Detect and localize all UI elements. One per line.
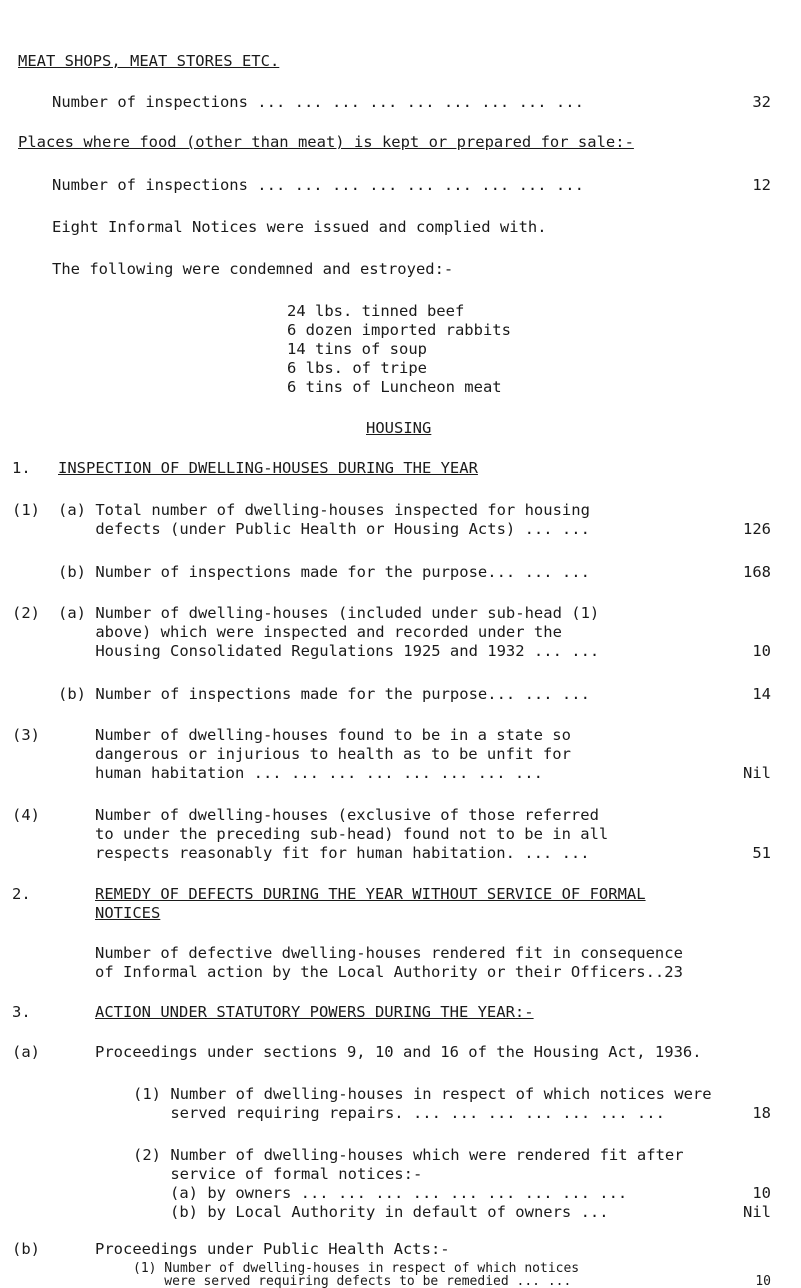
subhead-3a-title: Proceedings under sections 9, 10 and 16 of the Housing Act, 1936. [95,1043,702,1061]
food-inspections-label: Number of inspections ... ... ... ... ... ... ... ... ... [52,176,584,194]
item-3a2b-line: (b) by Local Authority in default of owners ... [170,1203,609,1221]
subhead-3-line: Number of dwelling-houses found to be in a state so [95,726,571,744]
food-heading: Places where food (other than meat) is kept or prepared for sale:- [18,133,634,151]
item-3a1-line: served requiring repairs. ... ... ... ... ... ... ... [133,1104,665,1122]
informal-notices-text: Eight Informal Notices were issued and complied with. [52,218,547,236]
condemned-item: 24 lbs. tinned beef [287,302,465,320]
subhead-1b-value: 168 [743,563,771,581]
item-3a2b-value: Nil [743,1203,771,1221]
subhead-3-value: Nil [743,764,771,782]
subhead-2b-value: 14 [752,685,771,703]
section-3-title: ACTION UNDER STATUTORY POWERS DURING THE YEAR:- [95,1003,534,1021]
subhead-2a-line: (a) Number of dwelling-houses (included under sub-head (1) [58,604,600,622]
subhead-1-number: (1) [12,501,40,519]
condemned-item: 6 tins of Luncheon meat [287,378,502,396]
item-3a2-line: (2) Number of dwelling-houses which were rendered fit after [133,1146,684,1164]
subhead-4-line: to under the preceding sub-head) found not to be in all [95,825,609,843]
subhead-2a-line: Housing Consolidated Regulations 1925 and 1932 ... ... [58,642,600,660]
subhead-2a-line: above) which were inspected and recorded under the [58,623,562,641]
subhead-1b-line: (b) Number of inspections made for the purpose... ... ... [58,563,590,581]
item-3a2a-line: (a) by owners ... ... ... ... ... ... ... ... ... [170,1184,628,1202]
subhead-1a-line: defects (under Public Health or Housing Acts) ... ... [58,520,590,538]
item-3b1-value: 10 [755,1274,771,1288]
subhead-3-line: dangerous or injurious to health as to be unfit for [95,745,571,763]
section-2-text: Number of defective dwelling-houses rendered fit in consequence [95,944,683,962]
section-2-number: 2. [12,885,31,903]
subhead-3b-title: Proceedings under Public Health Acts:- [95,1240,450,1258]
section-2-title: REMEDY OF DEFECTS DURING THE YEAR WITHOUT SERVICE OF FORMAL [95,885,646,903]
item-3a1-value: 18 [752,1104,771,1122]
subhead-4-line: respects reasonably fit for human habitation. ... ... [95,844,590,862]
item-3a1-line: (1) Number of dwelling-houses in respect of which notices were [133,1085,712,1103]
subhead-1a-value: 126 [743,520,771,538]
section-3-number: 3. [12,1003,31,1021]
condemned-intro: The following were condemned and estroyed:- [52,260,454,278]
subhead-3a-number: (a) [12,1043,40,1061]
subhead-3-number: (3) [12,726,40,744]
food-inspections-value: 12 [752,176,771,194]
condemned-item: 6 dozen imported rabbits [287,321,511,339]
subhead-4-value: 51 [752,844,771,862]
meat-inspections-label: Number of inspections ... ... ... ... ... ... ... ... ... [52,93,584,111]
section-1-number: 1. [12,459,31,477]
housing-heading: HOUSING [366,419,432,437]
section-2-text: of Informal action by the Local Authority or their Officers..23 [95,963,683,981]
meat-heading: MEAT SHOPS, MEAT STORES ETC. [18,52,280,70]
condemned-item: 14 tins of soup [287,340,427,358]
subhead-3-line: human habitation ... ... ... ... ... ... ... ... [95,764,543,782]
item-3b1-line: (1) Number of dwelling-houses in respect of which notices [133,1261,580,1276]
subhead-4-number: (4) [12,806,40,824]
subhead-2a-value: 10 [752,642,771,660]
subhead-3b-number: (b) [12,1240,40,1258]
subhead-4-line: Number of dwelling-houses (exclusive of those referred [95,806,599,824]
meat-inspections-value: 32 [752,93,771,111]
condemned-item: 6 lbs. of tripe [287,359,427,377]
section-2-title: NOTICES [95,904,161,922]
item-3a2-line: service of formal notices:- [133,1165,423,1183]
subhead-2b-line: (b) Number of inspections made for the purpose... ... ... [58,685,590,703]
subhead-2-number: (2) [12,604,40,622]
item-3a2a-value: 10 [752,1184,771,1202]
item-3b1-line: were served requiring defects to be remedied ... ... [133,1274,572,1288]
section-1-title: INSPECTION OF DWELLING-HOUSES DURING THE YEAR [58,459,478,477]
subhead-1a-line: (a) Total number of dwelling-houses inspected for housing [58,501,590,519]
